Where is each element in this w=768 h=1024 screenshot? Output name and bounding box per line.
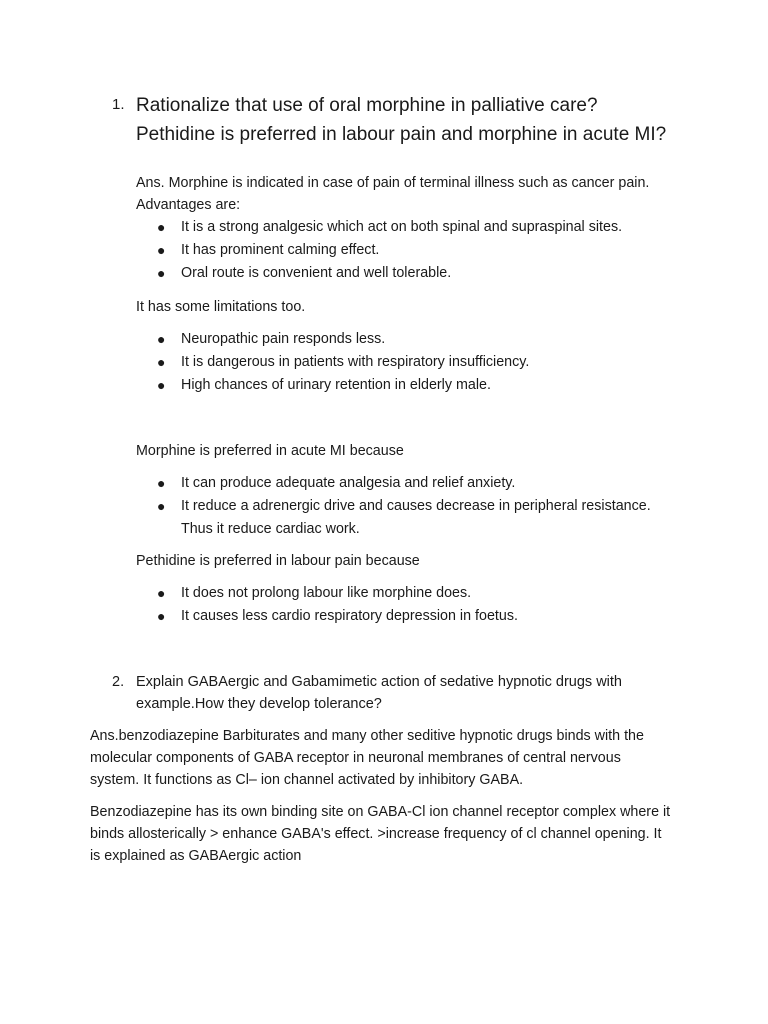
advantage-text: It has prominent calming effect. xyxy=(181,242,380,258)
pethidine-reasons-list xyxy=(136,582,518,628)
q1-answer-line-1: Ans. Morphine is indicated in case of pain of terminal illness such as cancer pain. xyxy=(136,175,650,191)
bullet-icon: ● xyxy=(157,331,166,347)
advantages-list xyxy=(136,216,622,285)
list-item xyxy=(136,495,651,518)
question-1-title-line-1: Rationalize that use of oral morphine in palliative care? xyxy=(136,95,598,116)
q2-answer-paragraph-1 xyxy=(90,725,690,791)
list-item xyxy=(136,472,651,495)
paragraph-line: Benzodiazepine has its own binding site on GABA-Cl ion channel receptor complex where it xyxy=(90,804,671,820)
list-item xyxy=(136,582,518,605)
bullet-icon: ● xyxy=(157,242,166,258)
limitations-intro: It has some limitations too. xyxy=(136,299,306,315)
question-2-line-2: example.How they develop tolerance? xyxy=(136,696,382,712)
question-number-2: 2. xyxy=(112,674,125,690)
mi-intro: Morphine is preferred in acute MI because xyxy=(136,443,404,459)
question-1-title-line-2: Pethidine is preferred in labour pain and morphine in acute MI? xyxy=(136,124,667,145)
bullet-icon: ● xyxy=(157,377,166,393)
q1-answer-intro xyxy=(136,172,696,216)
q2-answer-paragraph-2 xyxy=(90,801,690,867)
mi-reason-text: It reduce a adrenergic drive and causes decrease in peripheral resistance. xyxy=(181,498,651,514)
bullet-icon: ● xyxy=(157,608,166,624)
list-item xyxy=(136,239,622,262)
mi-reason-text: It can produce adequate analgesia and relief anxiety. xyxy=(181,475,516,491)
question-1-title xyxy=(136,91,736,149)
limitation-text: Neuropathic pain responds less. xyxy=(181,331,386,347)
pethidine-reason-text: It does not prolong labour like morphine does. xyxy=(181,585,472,601)
list-item xyxy=(136,605,518,628)
paragraph-line: Ans.benzodiazepine Barbiturates and many other seditive hypnotic drugs binds with the xyxy=(90,728,644,744)
list-item xyxy=(136,351,529,374)
list-item xyxy=(136,374,529,397)
q1-answer-line-2: Advantages are: xyxy=(136,197,241,213)
limitation-text: It is dangerous in patients with respiratory insufficiency. xyxy=(181,354,530,370)
paragraph-line: is explained as GABAergic action xyxy=(90,848,302,864)
question-2-line-1: Explain GABAergic and Gabamimetic action of sedative hypnotic drugs with xyxy=(136,674,622,690)
bullet-icon: ● xyxy=(157,475,166,491)
pethidine-reason-text: It causes less cardio respiratory depression in foetus. xyxy=(181,608,518,624)
list-item xyxy=(136,262,622,285)
bullet-icon: ● xyxy=(157,498,166,514)
question-2-text xyxy=(136,671,676,715)
limitation-text: High chances of urinary retention in elderly male. xyxy=(181,377,491,393)
paragraph-line: system. It functions as Cl– ion channel activated by inhibitory GABA. xyxy=(90,772,524,788)
pethidine-intro: Pethidine is preferred in labour pain because xyxy=(136,553,420,569)
list-item xyxy=(136,328,529,351)
advantage-text: Oral route is convenient and well tolerable. xyxy=(181,265,452,281)
paragraph-line: binds allosterically > enhance GABA's effect. >increase frequency of cl channel opening. It xyxy=(90,826,662,842)
mi-reasons-list xyxy=(136,472,651,541)
limitations-list xyxy=(136,328,529,397)
mi-reason-text: Thus it reduce cardiac work. xyxy=(181,521,360,537)
list-item-continuation xyxy=(136,518,651,541)
bullet-icon: ● xyxy=(157,265,166,281)
bullet-icon: ● xyxy=(157,354,166,370)
bullet-icon: ● xyxy=(157,585,166,601)
advantage-text: It is a strong analgesic which act on both spinal and supraspinal sites. xyxy=(181,219,623,235)
paragraph-line: molecular components of GABA receptor in neuronal membranes of central nervous xyxy=(90,750,621,766)
question-number-1: 1. xyxy=(112,96,125,113)
bullet-icon: ● xyxy=(157,219,166,235)
list-item xyxy=(136,216,622,239)
